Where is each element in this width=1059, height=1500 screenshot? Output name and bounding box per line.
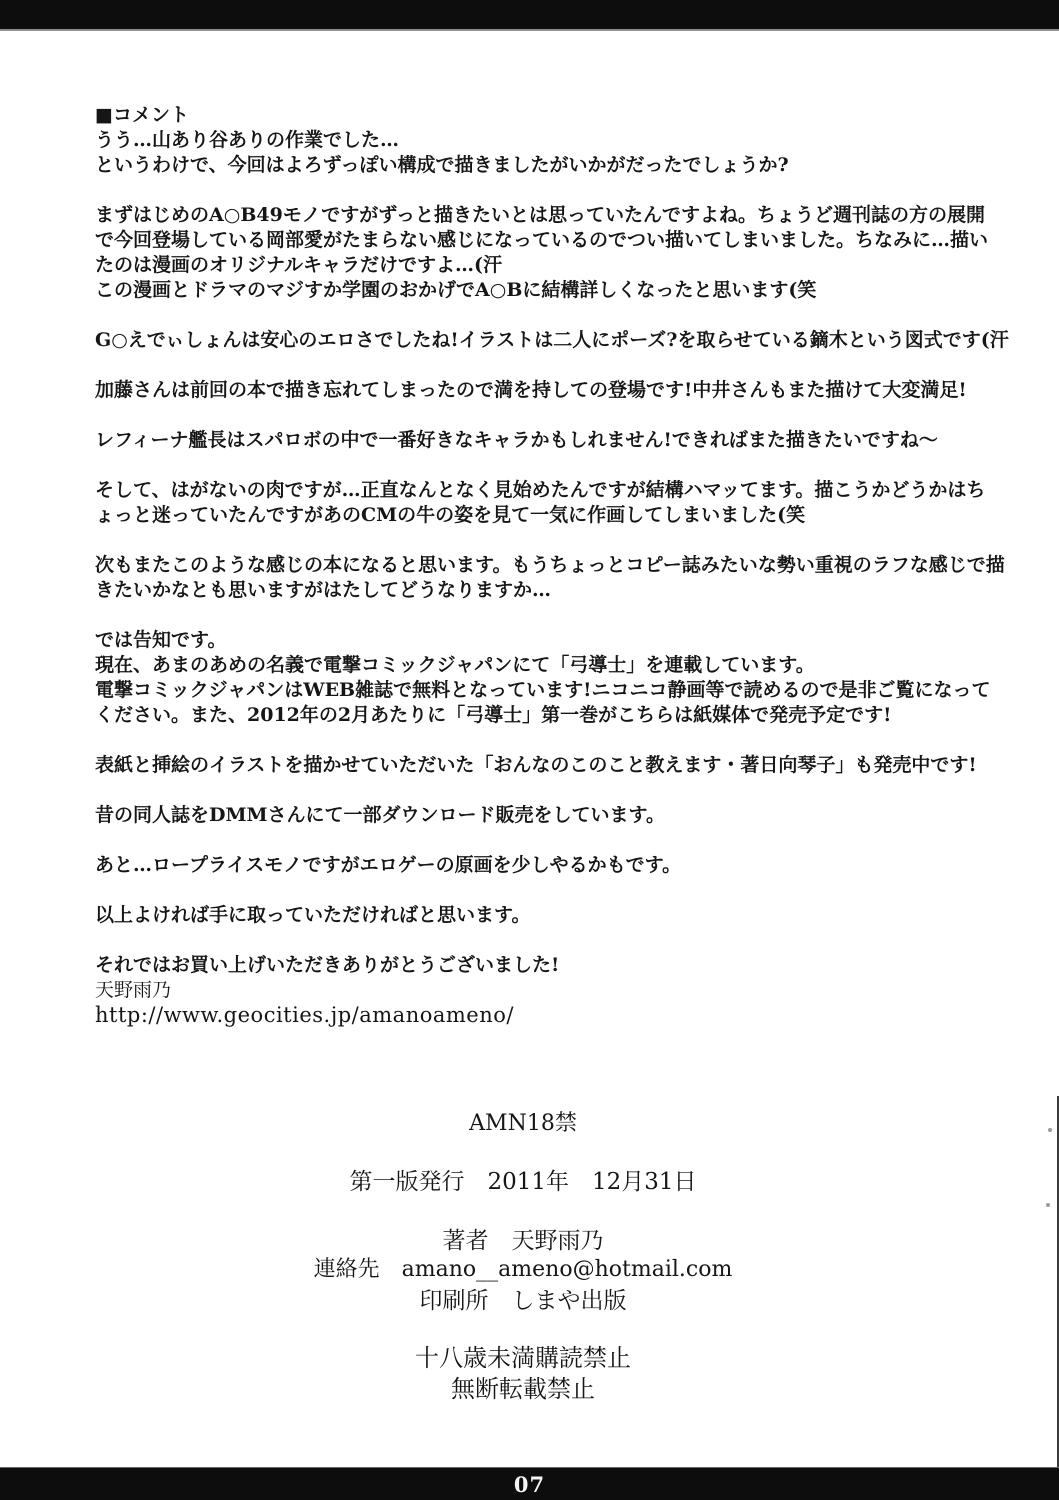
printer-line: 印刷所 しまや出版 xyxy=(419,1288,627,1314)
page-number: 07 xyxy=(513,1471,546,1497)
edition-date-line: 第一版発行 2011年 12月31日 xyxy=(349,1169,697,1195)
comment-blank-line xyxy=(95,778,1025,803)
comment-line: ください。また、2012年の2月あたりに「弓導士」第一巻がこちらは紙媒体で発売予定です! xyxy=(95,704,892,726)
colophon-author-line: 著者 天野雨乃 xyxy=(442,1228,604,1254)
comment-blank-line xyxy=(95,528,1025,553)
comment-line: たのは漫画のオリジナルキャラだけですよ…(汗 xyxy=(95,254,503,276)
contact-email-line: 連絡先 amano__ameno@hotmail.com xyxy=(313,1257,733,1282)
comment-closing-line: それではお買い上げいただきありがとうございました! xyxy=(95,954,560,976)
author-name: 天野雨乃 xyxy=(95,979,172,1001)
scan-speck xyxy=(1048,1128,1052,1132)
bottom-border-bar xyxy=(0,1467,1059,1500)
top-border-bar xyxy=(0,0,1059,31)
comment-line: G○えでぃしょんは安心のエロさでしたね!イラストは二人にポーズ?を取らせている鏑木という図式です(汗 xyxy=(95,329,1009,351)
comment-line: 以上よければ手に取っていただければと思います。 xyxy=(95,904,531,926)
comment-line: では告知です。 xyxy=(95,629,227,651)
comment-line: 加藤さんは前回の本で描き忘れてしまったので満を持しての登場です!中井さんもまた描けて大変満足! xyxy=(95,379,967,401)
comment-line: というわけで、今回はよろずっぽい構成で描きましたがいかがだったでしょうか? xyxy=(95,154,789,176)
comment-line: 次もまたこのような感じの本になると思います。もうちょっとコピー誌みたいな勢い重視のラフな感じで描 xyxy=(95,554,1005,576)
comment-blank-line xyxy=(95,303,1025,328)
comment-blank-line xyxy=(95,878,1025,903)
comment-line: ょっと迷っていたんですがあのCMの牛の姿を見て一気に作画してしまいました(笑 xyxy=(95,504,806,526)
author-website-url: http://www.geocities.jp/amanoameno/ xyxy=(95,1003,514,1027)
age-restriction-notice: 十八歳未満購読禁止 xyxy=(415,1344,631,1372)
comment-blank-line xyxy=(95,353,1025,378)
comment-line: 電撃コミックジャパンはWEB雑誌で無料となっています!ニコニコ静画等で読めるので是非ご覧になって xyxy=(95,679,991,701)
comment-line: 表紙と挿絵のイラストを描かせていただいた「おんなのこのこと教えます・著日向琴子」も発売中です! xyxy=(95,754,977,776)
comment-line: うう…山あり谷ありの作業でした… xyxy=(95,129,400,151)
rating-label: AMN18禁 xyxy=(469,1111,577,1136)
comment-line: 昔の同人誌をDMMさんにて一部ダウンロード販売をしています。 xyxy=(95,804,666,826)
comment-blank-line xyxy=(95,828,1025,853)
comment-line: あと…ロープライスモノですがエロゲーの原画を少しやるかもです。 xyxy=(95,854,682,876)
comment-heading: ■コメント xyxy=(95,104,189,126)
no-reprint-notice: 無断転載禁止 xyxy=(451,1375,595,1403)
comment-blank-line xyxy=(95,928,1025,953)
comment-line: 現在、あまのあめの名義で電撃コミックジャパンにて「弓導士」を連載しています。 xyxy=(95,654,815,676)
comment-blank-line xyxy=(95,728,1025,753)
comment-line: この漫画とドラマのマジすか学園のおかげでA○Bに結構詳しくなったと思います(笑 xyxy=(95,279,817,301)
comment-line: そして、はがないの肉ですが…正直なんとなく見始めたんですが結構ハマッてます。描こうかどうかはち xyxy=(95,479,986,501)
comment-line: きたいかなとも思いますがはたしてどうなりますか… xyxy=(95,579,552,601)
comment-blank-line xyxy=(95,178,1025,203)
comment-blank-line xyxy=(95,603,1025,628)
comment-line: レフィーナ艦長はスパロボの中で一番好きなキャラかもしれません!できればまた描きたいですね～ xyxy=(95,429,938,451)
comment-section xyxy=(95,103,1025,1028)
comment-blank-line xyxy=(95,403,1025,428)
comment-line: で今回登場している岡部愛がたまらない感じになっているのでつい描いてしまいました。ちなみに…描い xyxy=(95,229,989,251)
comment-blank-line xyxy=(95,453,1025,478)
comment-line: まずはじめのA○B49モノですがずっと描きたいとは思っていたんですよね。ちょうど週刊誌の方の展開 xyxy=(95,204,986,226)
scan-speck xyxy=(1046,1203,1050,1207)
